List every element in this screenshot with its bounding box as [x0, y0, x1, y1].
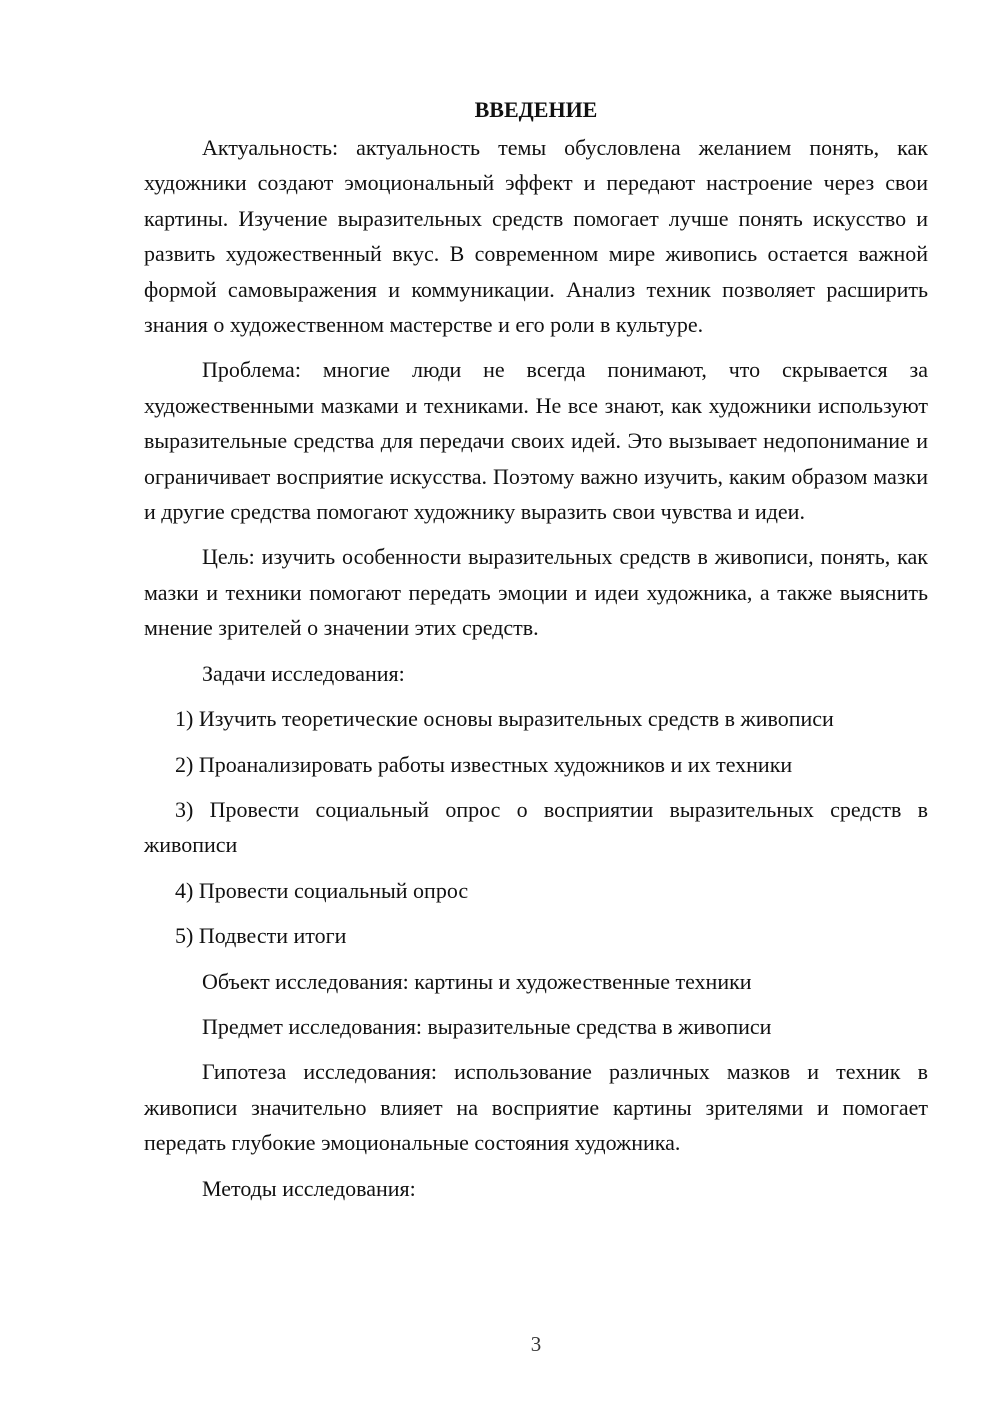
- paragraph-relevance: Актуальность: актуальность темы обусловлена желанием понять, как художники создают эмоциональный эффект и передают настроение через свои картины. Изучение выразительных средств помогает лучше понять искусство и развить художественный вкус. В современном мире живопись остается важной формой самовыражения и коммуникации. Анализ техник позволяет расширить знания о художественном мастерстве и его роли в культуре.: [144, 135, 928, 338]
- page-number: 3: [530, 1332, 542, 1356]
- paragraph-tasks-heading: Задачи исследования:: [202, 660, 405, 686]
- paragraph-methods: Методы исследования:: [202, 1175, 416, 1201]
- paragraph-hypothesis: Гипотеза исследования: использование различных мазков и техник в живописи значительно влияет на восприятие картины зрителями и помогает передать глубокие эмоциональные состояния художника.: [144, 1059, 928, 1156]
- task-item-1: 1) Изучить теоретические основы выразительных средств в живописи: [175, 706, 834, 732]
- paragraph-object: Объект исследования: картины и художественные техники: [202, 968, 752, 994]
- task-item-4: 4) Провести социальный опрос: [175, 877, 469, 903]
- task-item-3: 3) Провести социальный опрос о восприятии выразительных средств в живописи: [144, 796, 928, 858]
- task-item-2: 2) Проанализировать работы известных художников и их техники: [175, 751, 793, 777]
- paragraph-subject: Предмет исследования: выразительные средства в живописи: [202, 1013, 772, 1039]
- task-item-5: 5) Подвести итоги: [175, 923, 347, 949]
- document-body: [144, 90, 928, 1206]
- section-title: ВВЕДЕНИЕ: [474, 97, 598, 122]
- paragraph-goal: Цель: изучить особенности выразительных средств в живописи, понять, как мазки и техники помогают передать эмоции и идеи художника, а также выяснить мнение зрителей о значении этих средств.: [144, 544, 928, 641]
- paragraph-problem: Проблема: многие люди не всегда понимают, что скрывается за художественными мазками и техниками. Не все знают, как художники используют выразительные средства для передачи своих идей. Это вызывает недопонимание и ограничивает восприятие искусства. Поэтому важно изучить, каким образом мазки и другие средства помогают художнику выразить свои чувства и идеи.: [144, 357, 928, 525]
